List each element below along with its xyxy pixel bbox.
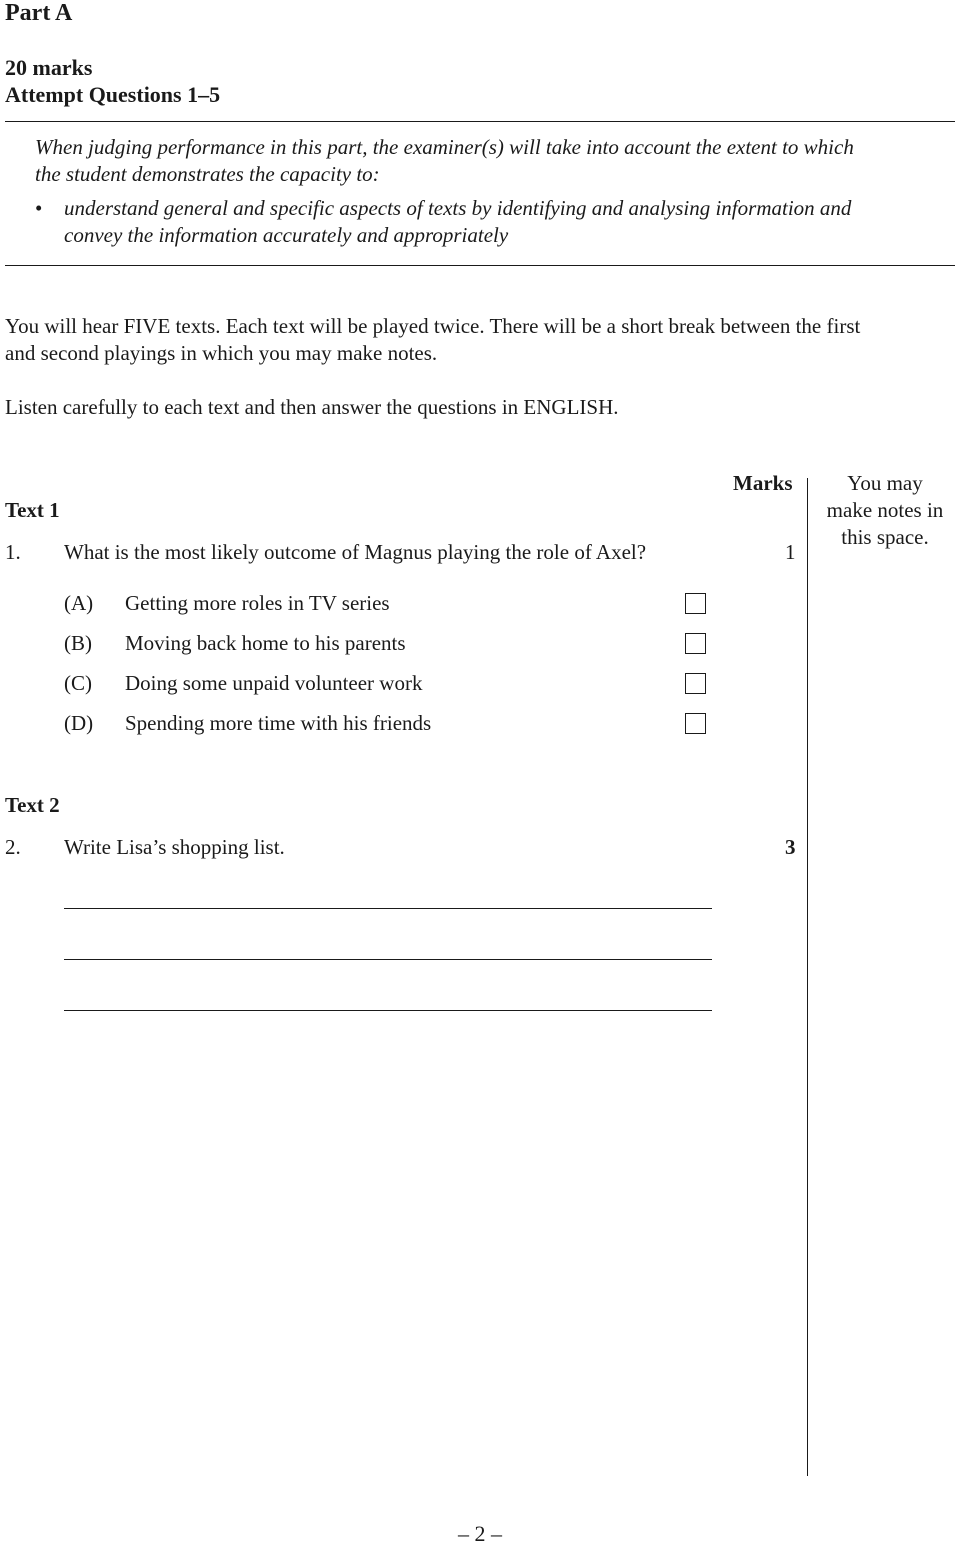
notes-line2: make notes in xyxy=(826,498,944,522)
marks-header: Marks xyxy=(733,471,793,495)
option-a-checkbox[interactable] xyxy=(685,593,706,614)
text2-heading: Text 2 xyxy=(5,793,60,817)
part-title: Part A xyxy=(5,0,73,26)
criteria-intro-line1: When judging performance in this part, the examiner(s) will take into account the extent to which xyxy=(35,135,854,159)
text1-heading: Text 1 xyxy=(5,498,60,522)
instructions-line1: You will hear FIVE texts. Each text will be played twice. There will be a short break between the first xyxy=(5,314,861,338)
option-d-text: Spending more time with his friends xyxy=(125,711,432,735)
criteria-point-line1: understand general and specific aspects of texts by identifying and analysing information and xyxy=(64,196,852,220)
criteria-top-rule xyxy=(5,121,955,122)
criteria-bullet: • xyxy=(35,196,43,220)
answer-line-3[interactable] xyxy=(64,1010,712,1011)
option-b-letter: (B) xyxy=(64,631,92,655)
part-marks: 20 marks xyxy=(5,55,93,80)
instructions-line2: and second playings in which you may make notes. xyxy=(5,341,438,365)
question1-number: 1. xyxy=(5,540,21,564)
notes-column-divider xyxy=(807,478,808,1476)
criteria-intro-line2: the student demonstrates the capacity to: xyxy=(35,162,380,186)
question2-text: Write Lisa’s shopping list. xyxy=(64,835,285,859)
instructions-line3: Listen carefully to each text and then answer the questions in ENGLISH. xyxy=(5,395,619,419)
question1-text: What is the most likely outcome of Magnus playing the role of Axel? xyxy=(64,540,647,564)
page-number: – 2 – xyxy=(458,1521,502,1546)
notes-line1: You may xyxy=(847,471,923,495)
option-d-checkbox[interactable] xyxy=(685,713,706,734)
option-c-text: Doing some unpaid volunteer work xyxy=(125,671,423,695)
option-b-checkbox[interactable] xyxy=(685,633,706,654)
question2-number: 2. xyxy=(5,835,21,859)
notes-line3: this space. xyxy=(841,525,929,549)
option-a-text: Getting more roles in TV series xyxy=(125,591,390,615)
option-d-letter: (D) xyxy=(64,711,94,735)
question1-marks: 1 xyxy=(785,540,796,564)
answer-line-2[interactable] xyxy=(64,959,712,960)
criteria-point-line2: convey the information accurately and appropriately xyxy=(64,223,509,247)
question2-marks: 3 xyxy=(785,835,796,859)
attempt-questions: Attempt Questions 1–5 xyxy=(5,82,221,107)
criteria-bottom-rule xyxy=(5,265,955,266)
option-c-checkbox[interactable] xyxy=(685,673,706,694)
option-b-text: Moving back home to his parents xyxy=(125,631,406,655)
answer-line-1[interactable] xyxy=(64,908,712,909)
option-c-letter: (C) xyxy=(64,671,92,695)
option-a-letter: (A) xyxy=(64,591,94,615)
